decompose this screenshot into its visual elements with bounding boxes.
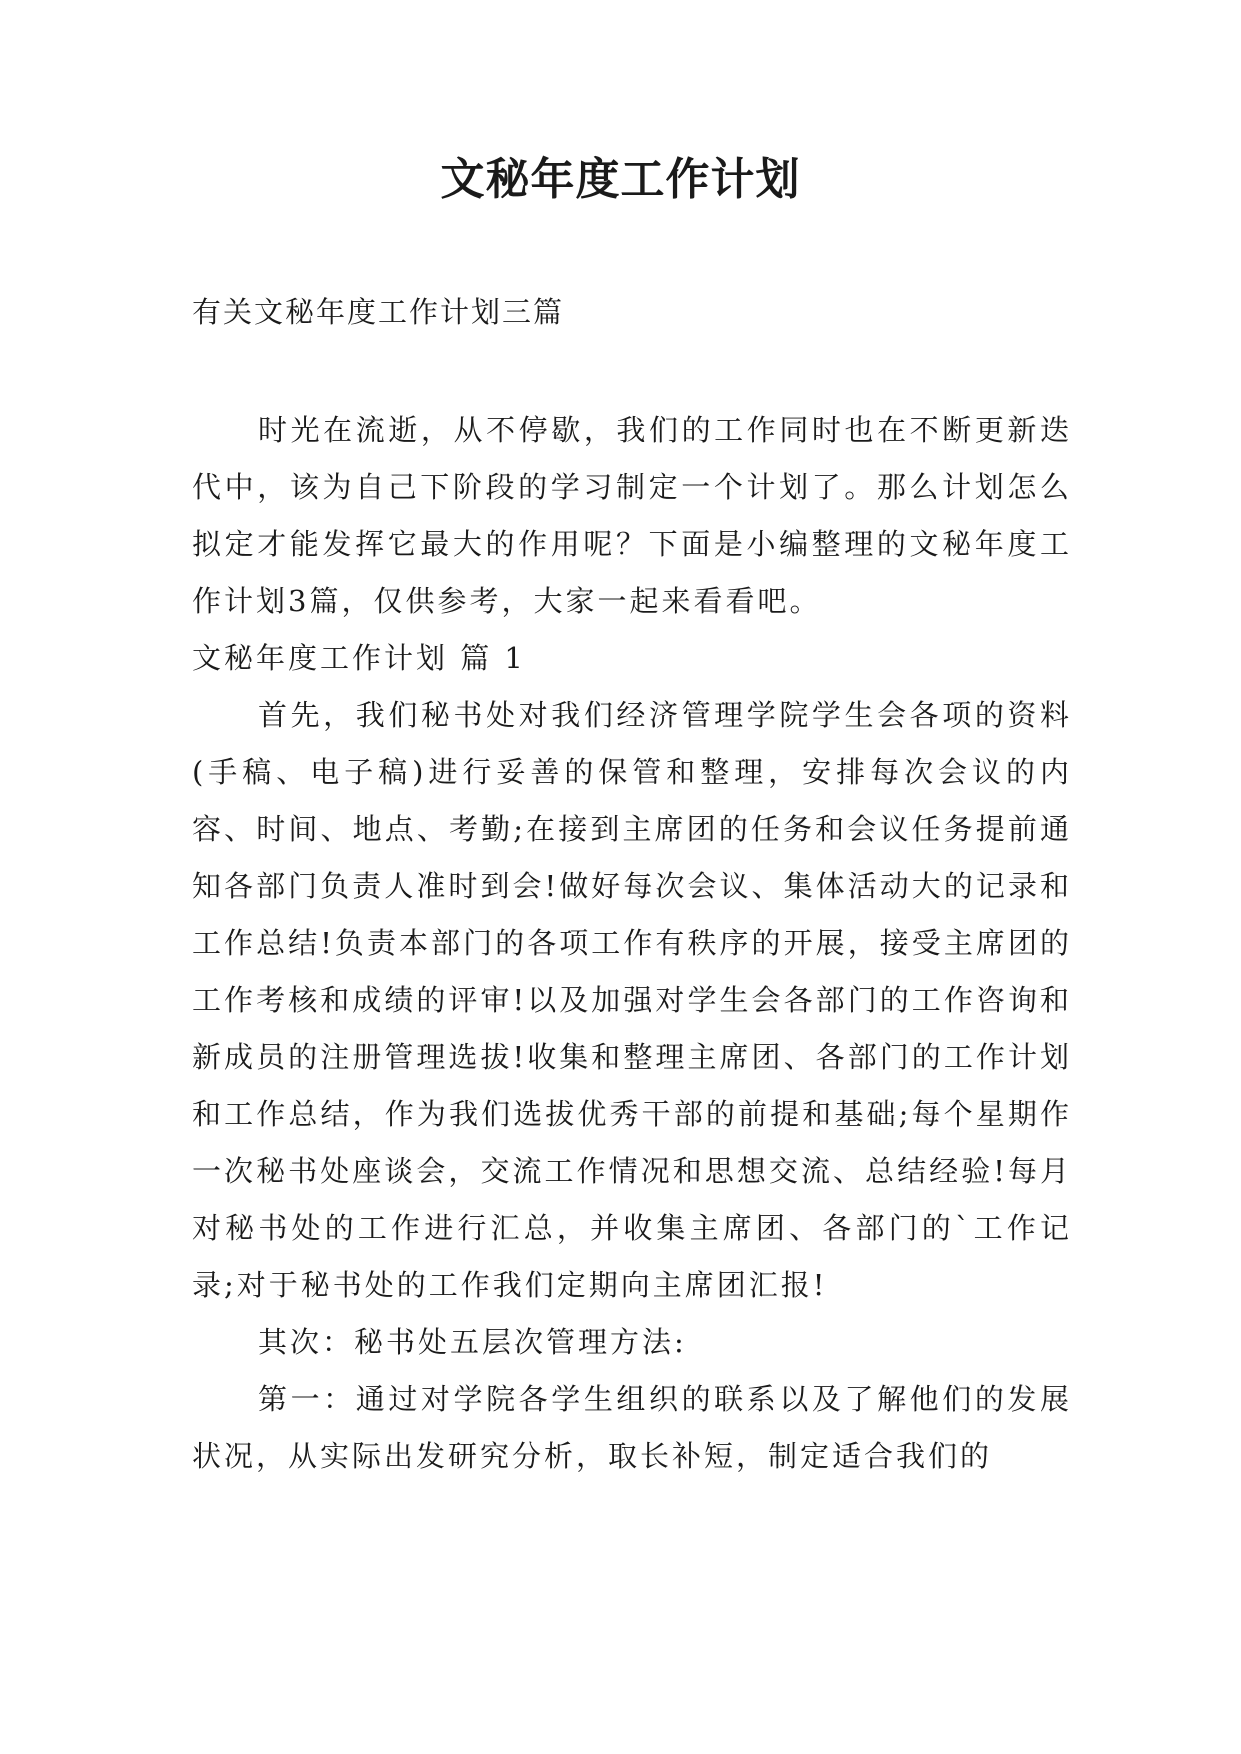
section-heading: 文秘年度工作计划 篇 1 bbox=[192, 641, 526, 675]
body-paragraph-2: 其次：秘书处五层次管理方法: bbox=[258, 1325, 687, 1359]
document-body bbox=[192, 402, 1072, 1485]
body-paragraph-3: 第一：通过对学院各学生组织的联系以及了解他们的发展状况，从实际出发研究分析，取长补短，制定适合我们的 bbox=[192, 1382, 1072, 1473]
document-title: 文秘年度工作计划 bbox=[440, 154, 801, 205]
document-subtitle: 有关文秘年度工作计划三篇 bbox=[192, 295, 565, 329]
body-paragraph-1: 首先，我们秘书处对我们经济管理学院学生会各项的资料(手稿、电子稿)进行妥善的保管和整理，安排每次会议的内容、时间、地点、考勤;在接到主席团的任务和会议任务提前通知各部门负责人准时到会!做好每次会议、集体活动大的记录和工作总结!负责本部门的各项工作有秩序的开展，接受主席团的工作考核和成绩的评审!以及加强对学生会各部门的工作咨询和新成员的注册管理选拔!收集和整理主席团、各部门的工作计划和工作总结，作为我们选拔优秀干部的前提和基础;每个星期作一次秘书处座谈会，交流工作情况和思想交流、总结经验!每月对秘书处的工作进行汇总，并收集主席团、各部门的`工作记录;对于秘书处的工作我们定期向主席团汇报! bbox=[192, 698, 1072, 1302]
intro-paragraph: 时光在流逝，从不停歇，我们的工作同时也在不断更新迭代中，该为自己下阶段的学习制定一个计划了。那么计划怎么拟定才能发挥它最大的作用呢？下面是小编整理的文秘年度工作计划3篇，仅供参考，大家一起来看看吧。 bbox=[192, 413, 1072, 618]
